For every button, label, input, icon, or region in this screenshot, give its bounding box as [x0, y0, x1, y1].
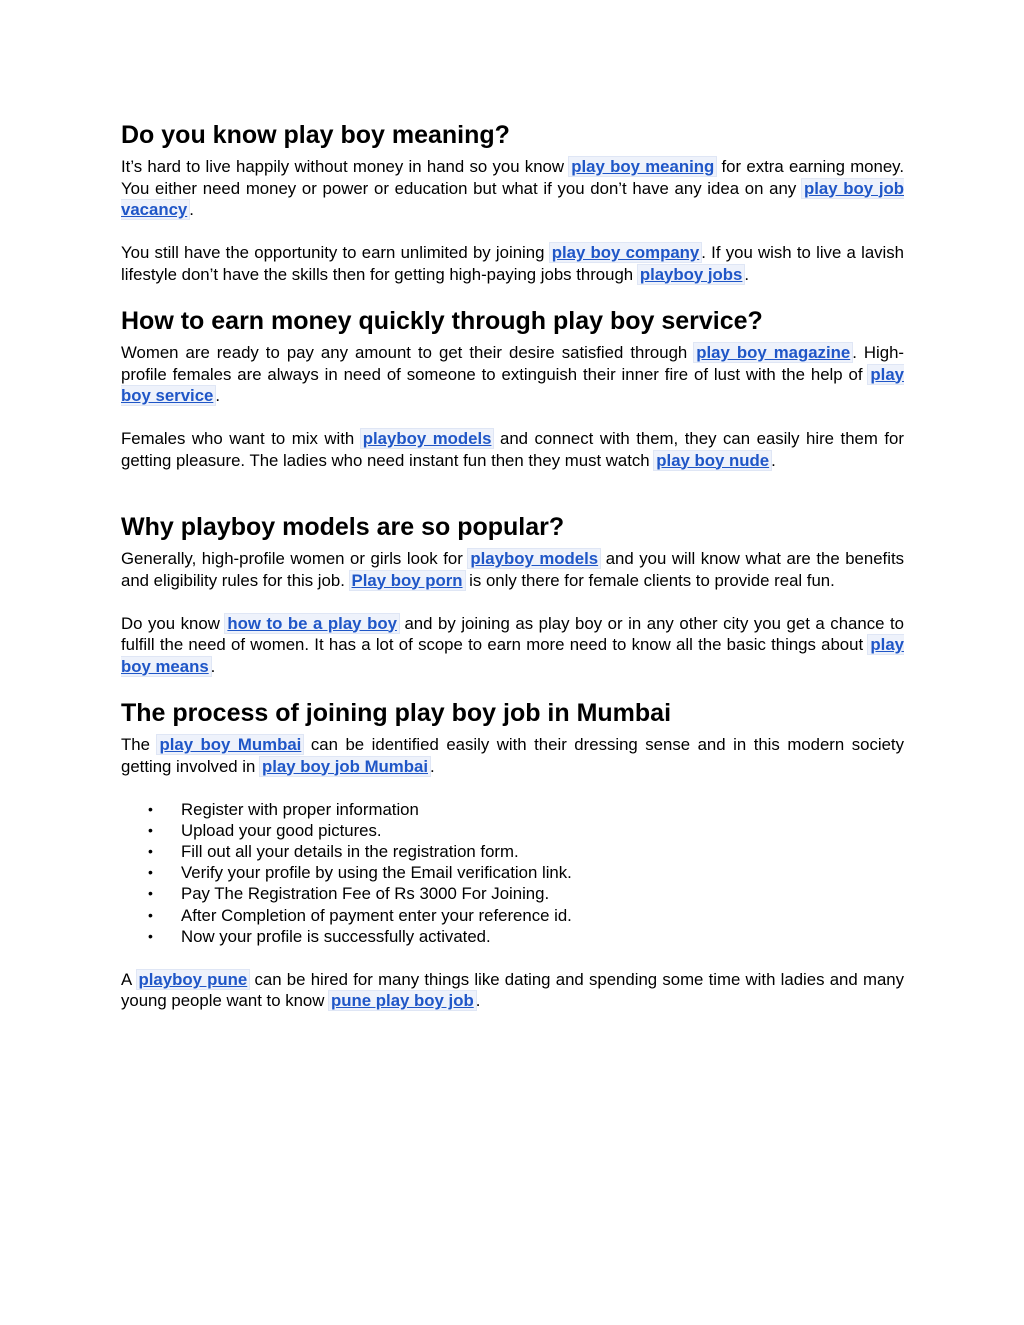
paragraph-text: . — [744, 264, 750, 284]
paragraph-text: . — [475, 991, 481, 1011]
paragraph-text: . If you wish to live a lavish lifestyle don’t have the skills then for getting high-paying jobs through — [121, 243, 904, 284]
paragraph — [121, 242, 904, 285]
paragraph — [121, 156, 904, 221]
paragraph-text: and by joining as play boy or in any other city you get a chance to fulfill the need of women. It has a lot of scope to earn more need to know all the basic things about — [121, 613, 904, 654]
link-play-boy-nude[interactable]: play boy nude — [656, 450, 770, 470]
link-play-boy-meaning[interactable]: play boy meaning — [571, 157, 715, 176]
link-play-boy-job-mumbai[interactable]: play boy job Mumbai — [262, 756, 428, 776]
paragraph-text: . — [189, 200, 194, 219]
section-joining-process — [121, 698, 904, 1012]
steps-list — [121, 799, 904, 947]
section-earn-money — [121, 306, 904, 471]
link-play-boy-magazine[interactable]: play boy magazine — [696, 343, 851, 362]
link-play-boy-porn[interactable]: Play boy porn — [351, 570, 463, 590]
list-item: • Fill out all your details in the registration form. — [181, 841, 904, 862]
paragraph-text: and you will know what are the benefits and eligibility rules for this job. — [121, 549, 904, 590]
document-content — [121, 120, 904, 1012]
paragraph — [121, 342, 904, 407]
list-item: • Verify your profile by using the Email verification link. — [181, 862, 904, 883]
paragraph-text: for extra earning money. You either need money or power or education but what if you don’t have any idea on any — [121, 157, 904, 198]
paragraph — [121, 428, 904, 471]
list-item: • Pay The Registration Fee of Rs 3000 For Joining. — [181, 883, 904, 904]
list-item: • Now your profile is successfully activated. — [181, 926, 904, 947]
link-play-boy-means[interactable]: play boy means — [121, 635, 904, 676]
link-play-boy-company[interactable]: play boy company — [551, 243, 700, 262]
link-how-to-be-a-play-boy[interactable]: how to be a play boy — [227, 613, 397, 633]
paragraph-text: Do you know — [121, 613, 226, 633]
link-play-boy-mumbai[interactable]: play boy Mumbai — [159, 735, 302, 754]
link-playboy-jobs[interactable]: playboy jobs — [639, 264, 743, 284]
paragraph-text: It’s hard to live happily without money in hand so you know — [121, 157, 570, 176]
paragraph-text: Women are ready to pay any amount to get their desire satisfied through — [121, 343, 695, 362]
paragraph-text: . — [429, 756, 435, 776]
paragraph-text: and connect with them, they can easily hire them for getting pleasure. The ladies who need instant fun then they must watch — [121, 429, 904, 470]
paragraph-text: . High-profile females are always in need of someone to extinguish their inner fire of lust with the help of — [121, 343, 904, 384]
link-playboy-models[interactable]: playboy models — [362, 429, 492, 448]
list-item: • Upload your good pictures. — [181, 820, 904, 841]
paragraph-text: can be identified easily with their dressing sense and in this modern society getting involved in — [121, 735, 904, 776]
link-play-boy-service[interactable]: play boy service — [121, 364, 904, 405]
list-item: • Register with proper information — [181, 799, 904, 820]
list-item: • After Completion of payment enter your reference id. — [181, 905, 904, 926]
paragraph-text: is only there for female clients to provide real fun. — [464, 570, 835, 590]
link-play-boy-job-vacancy[interactable]: play boy job vacancy — [121, 178, 904, 219]
paragraph-text: can be hired for many things like dating and spending some time with ladies and many young people want to know — [121, 969, 905, 1011]
paragraph-text: A — [121, 969, 137, 989]
paragraph-text: The — [121, 735, 158, 754]
paragraph-text: Generally, high-profile women or girls look for — [121, 549, 469, 568]
paragraph — [121, 969, 904, 1012]
paragraph — [121, 548, 904, 591]
link-playboy-models[interactable]: playboy models — [470, 549, 599, 568]
paragraph — [121, 734, 904, 777]
paragraph-text: . — [771, 450, 776, 470]
paragraph-text: Females who want to mix with — [121, 429, 361, 448]
paragraph-text: . — [215, 386, 221, 405]
section-heading: Why playboy models are so popular? — [121, 513, 565, 541]
paragraph-text: You still have the opportunity to earn unlimited by joining — [121, 243, 550, 262]
section-why-popular — [121, 512, 904, 677]
link-pune-play-boy-job[interactable]: pune play boy job — [331, 991, 474, 1011]
section-heading: The process of joining play boy job in Mumbai — [121, 699, 672, 727]
section-heading: Do you know play boy meaning? — [121, 121, 510, 149]
section-play-boy-meaning — [121, 120, 904, 285]
paragraph-text: . — [210, 656, 216, 676]
section-heading: How to earn money quickly through play boy service? — [121, 307, 763, 335]
paragraph — [121, 613, 904, 678]
link-playboy-pune[interactable]: playboy pune — [138, 969, 248, 989]
